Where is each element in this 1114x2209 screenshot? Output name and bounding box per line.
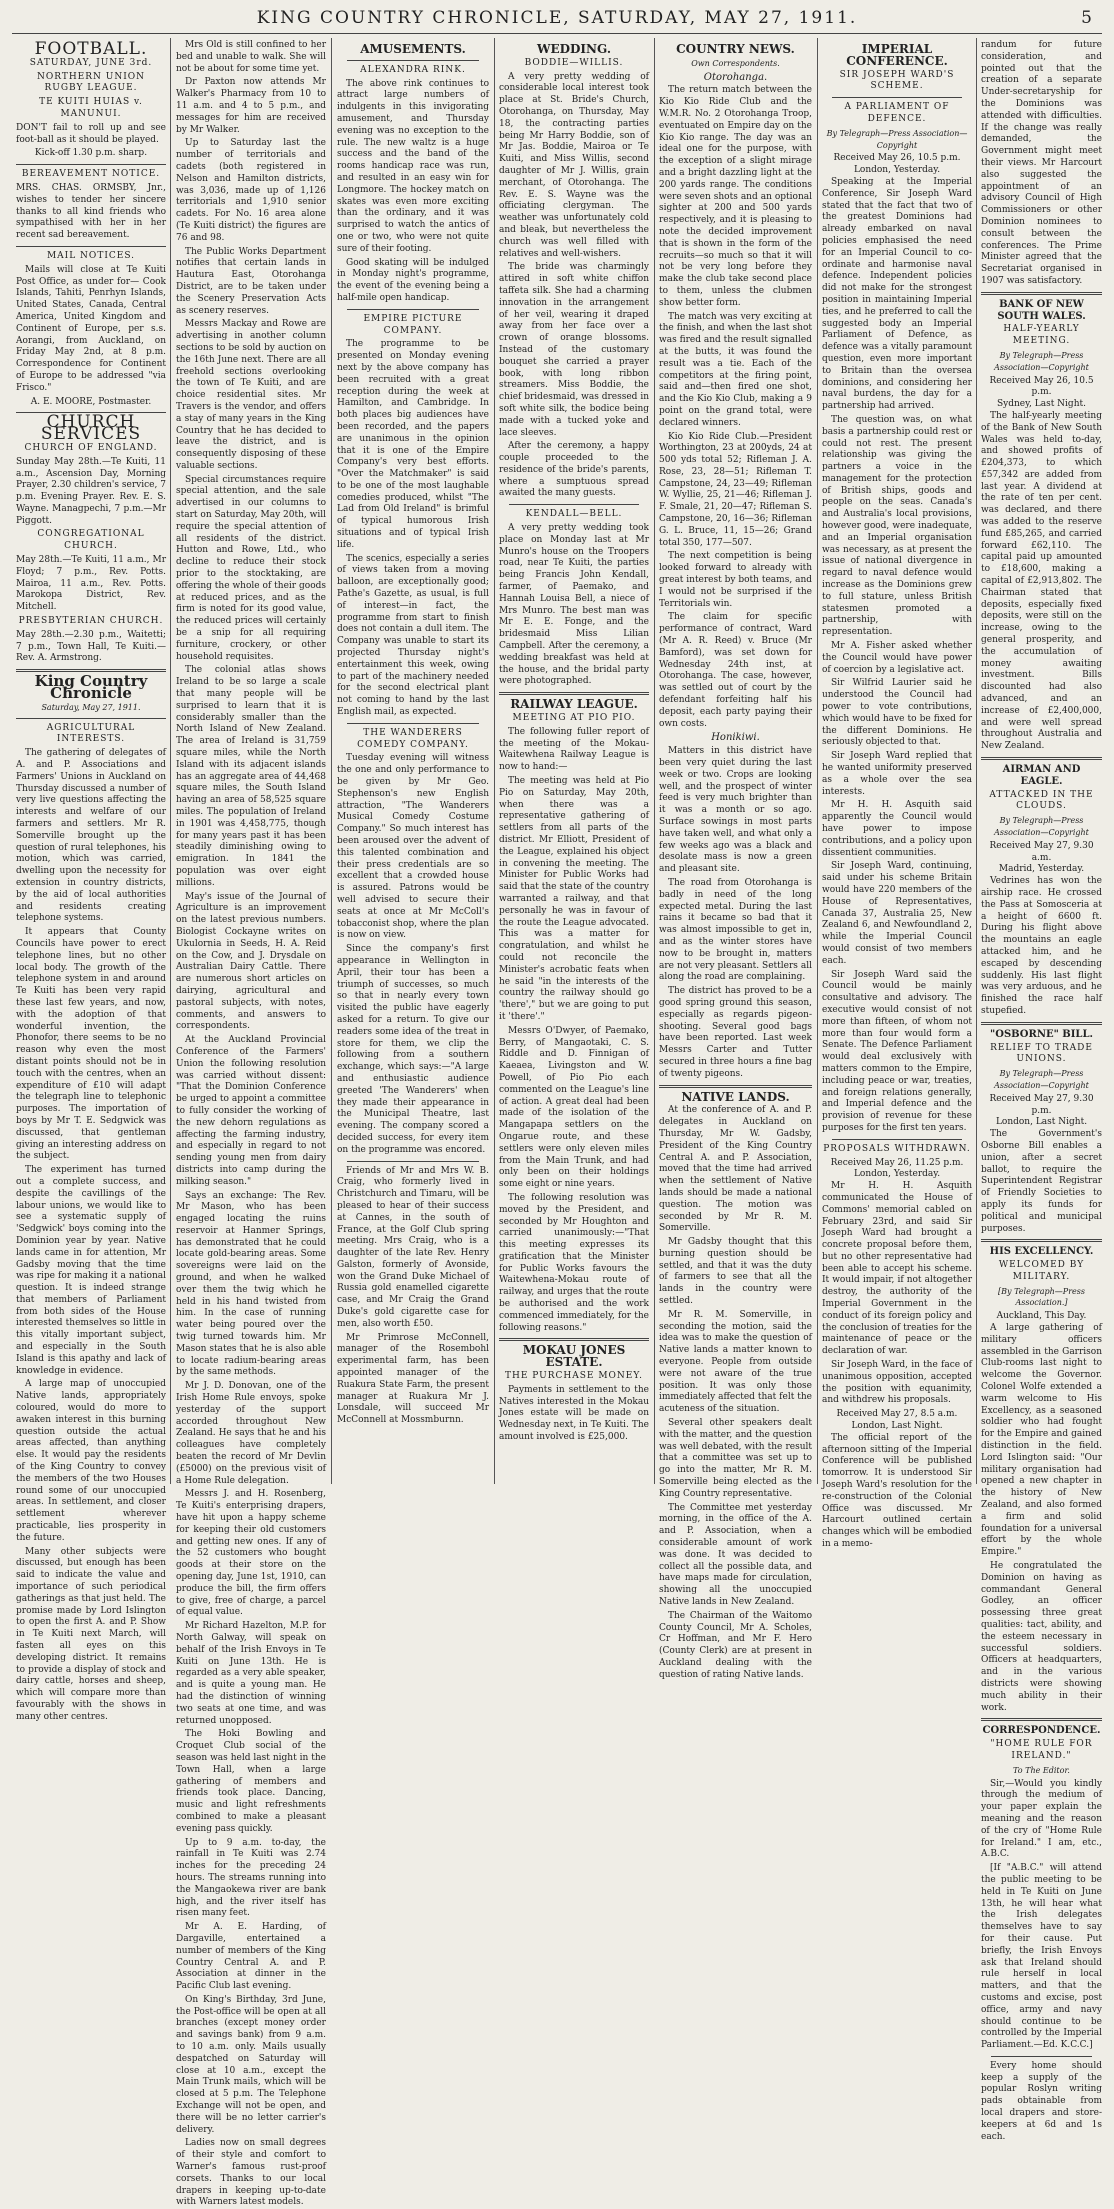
agriculture-paragraph: Many other subjects were discussed, but enough has been said to indicate the value and importance of such periodical gatherings as that just held. The promise made by Lord Islington to open the first A. and P. Show in Te Kuiti next March, will fasten all eyes on this developing district. It remains to provide a display of stock and dairy cattle, horses and sheep, which will compare more than favourably with the shows in many other centres. — [16, 1546, 166, 1722]
divider — [981, 1718, 1102, 1721]
byline: By Telegraph—Press Association—Copyright — [994, 816, 1089, 837]
divider — [16, 164, 166, 165]
football-date: SATURDAY, JUNE 3rd. — [29, 57, 153, 68]
byline: By Telegraph—Press Association—Copyright — [994, 1069, 1089, 1090]
dateline: Sydney, Last Night. — [997, 399, 1086, 410]
native-lands-heading: NATIVE LANDS. — [681, 1089, 790, 1104]
railway-heading: RAILWAY LEAGUE. — [510, 697, 638, 712]
column-2 — [176, 40, 326, 2208]
dateline: Auckland, This Day. — [996, 1311, 1087, 1322]
presbyterian-heading: PRESBYTERIAN CHURCH. — [18, 616, 164, 627]
church-england-heading: CHURCH OF ENGLAND. — [24, 442, 158, 453]
railway-subheading: MEETING AT PIO PIO. — [512, 713, 636, 724]
agriculture-heading: AGRICULTURAL INTERESTS. — [46, 722, 136, 745]
otorohanga-paragraph: The claim for specific performance of contract, Ward (Mr A. R. Reed) v. Bruce (Mr Bamford), was set down for Wednesday 24th inst, at Otorohanga. The case, however, was settled out of court by the defendant forfeiting half his deposit, each party paying their own costs. — [659, 612, 812, 729]
divider — [16, 718, 166, 719]
dateline: London, Yesterday. — [853, 165, 941, 176]
withdrawn-heading: PROPOSALS WITHDRAWN. — [823, 1143, 971, 1154]
divider — [991, 2056, 1092, 2057]
excellency-heading: HIS EXCELLENCY. — [989, 1246, 1094, 1258]
imperial-subheading: SIR JOSEPH WARD'S SCHEME. — [839, 69, 955, 92]
divider — [659, 1085, 812, 1088]
wedding-subheading: BODDIE—WILLIS. — [524, 57, 624, 68]
news-paragraph: Messrs J. and H. Rosenberg, Te Kuiti's enterprising drapers, have hit upon a happy scheme for keeping their old customers and getting new ones. If any of the 52 customers who bought goods at their store on the opening day, June 1st, 1910, can produce the bill, the firm offers to give, free of charge, a parcel of equal value. — [176, 1489, 326, 1618]
column-6 — [822, 40, 972, 1550]
agriculture-paragraph: The gathering of delegates of A. and P. Associations and Farmers' Unions in Auckland on Thursday discussed a number of very live questions affecting the interests and welfare of our farmers and settlers. Mr R. Somerville brought up the question of rural telephones, his motion, which was carried, dwelling upon the necessity for extension in country districts, by the aid of local authorities and residents creating telephone systems. — [16, 748, 166, 924]
bereavement-text: MRS. CHAS. ORMSBY, Jnr., wishes to tender her sincere thanks to all kind friends who sympathised with her in her recent sad bereavement. — [16, 182, 166, 241]
masthead-title: KING COUNTRY CHRONICLE, SATURDAY, MAY 27, 1911. — [256, 8, 858, 28]
divider — [832, 1139, 962, 1140]
bank-subheading: HALF-YEARLY MEETING. — [1003, 324, 1080, 347]
bank-heading: BANK OF NEW SOUTH WALES. — [997, 298, 1086, 322]
news-paragraph: At the Auckland Provincial Conference of the Farmers' Union the following resolution was carried without dissent: "That the Dominion Conference be urged to appoint a committee to fully consider the working of the new dehorn regulations as affecting the farming industry, and especially in regard to not sending young men from dairy districts into camp during the milking season." — [176, 1035, 326, 1187]
news-paragraph: Mr Primrose McConnell, manager of the Rosembohl experimental farm, has been appointed manager of the Ruakura State Farm, the present manager at Ruakura Mr J. Lonsdale, will succeed Mr McConnell at Mossmburnn. — [337, 1332, 489, 1426]
agriculture-paragraph: The experiment has turned out a complete success, and despite the cavillings of the labour unions, we would like to see a systematic supply of 'Sedgwick' boys coming into the Dominion year by year. Native lands came in for attention, Mr Gadsby moving that the time was ripe for making it a national question. It is indeed strange that members of Parliament from both sides of the House interested themselves so little in this vitally important subject, and especially in the South Island is this apathy and lack of knowledge in evidence. — [16, 1165, 166, 1376]
church-heading: CHURCH SERVICES — [40, 412, 142, 445]
news-paragraph: The colonial atlas shows Ireland to be so large a scale that many people will be surprised to learn that it is considerably smaller than the North Island of New Zealand. The area of Ireland is 31,759 square miles, while the North Island with its adjacent islands has an aggregate area of 44,468 square miles, the South Island having an area of 58,525 square miles. The population of Ireland in 1901 was 4,458,775, though for many years past it has been steadily diminishing owing to emigration. In 1841 the population was over eight millions. — [176, 665, 326, 888]
divider — [347, 309, 479, 310]
news-paragraph: Special circumstances require special attention, and the sale advertised in our columns to start on Saturday, May 20th, will require the special attention of all residents of the district. Hutton and Rowe, Ltd., who decline to reduce their stock prior to the stocktaking, are offering the whole of their goods at reduced prices, and as the firm is noted for its good value, the reduced prices will certainly be a snip for all requiring furniture, crockery, or other household requisites. — [176, 474, 326, 662]
divider — [509, 504, 639, 505]
airman-paragraph: Vedrines has won the airship race. He crossed the Pass at Somosceria at a height of 6600 ft. During his flight above the mountains an eagle attacked him, and he escaped by descending suddenly. His last flight was very arduous, and he finished the race half stupefied. — [981, 876, 1102, 1016]
osborne-subheading: RELIEF TO TRADE UNIONS. — [990, 1042, 1093, 1065]
rink-heading: ALEXANDRA RINK. — [360, 64, 466, 75]
wanderers-heading: THE WANDERERS COMEDY COMPANY. — [357, 727, 469, 750]
mokau-paragraph: Payments in settlement to the Natives interested in the Mokau Jones estate will be made on Wednesday next, in Te Kuiti. The amount involved is £25,000. — [499, 1384, 649, 1443]
honikiwi-paragraph: The road from Otorohanga is badly in need of the long expected metal. During the last rains it became so bad that it was almost impossible to get in, and as the winter stores have now to be brought in, matters are not very pleasant. Settlers all along the road are complaining. — [659, 877, 812, 983]
wedding-heading: WEDDING. — [536, 42, 611, 56]
bereavement-heading: BEREAVEMENT NOTICE. — [21, 169, 161, 180]
kendall-heading: KENDALL—BELL. — [525, 509, 623, 520]
honikiwi-paragraph: Matters in this district have been very quiet during the last week or two. Crops are looking well, and the prospect of winter feed is very much brighter than it was a month or so ago. Surface sowings in most parts have taken well, and what only a few weeks ago was a black and desolate mass is now a green and pleasant site. — [659, 746, 812, 875]
byline: By Telegraph—Press Association—Copyright — [826, 128, 968, 150]
picture-paragraph: The programme to be presented on Monday evening next by the above company has been recruited with a great reception during the week at Hamilton, and Cambridge. In both places big audiences have been recorded, and the papers are unanimous in the opinion that it is one of the Empire Company's very best efforts. "Over the Matchmaker" is said to be one of the most laughable comedies produced, whilst "The Lad from Old Ireland" is brimful of typical humorous Irish situations and of typical Irish life. — [337, 339, 489, 550]
picture-paragraph: The scenics, especially a series of views taken from a moving balloon, are exceptionally good; Pathe's Gazette, as usual, is full of interest—in fact, the programme from start to finish does not contain a dull item. The Company was unable to start its projected Thursday night's entertainment this week, owing to part of the machinery needed for the second electrical plant not coming to hand by the last English mail, as expected. — [337, 553, 489, 718]
imperial-paragraph: Sir Joseph Ward replied that he wanted uniformity preserved as a whole over the sea interests. — [822, 751, 972, 797]
column-3 — [337, 40, 489, 1480]
presbyterian-text: May 28th.—2.30 p.m., Waitetti; 7 p.m., Town Hall, Te Kuiti.—Rev. A. Armstrong. — [16, 629, 166, 664]
native-paragraph: Several other speakers dealt with the matter, and the question was well debated, with the result that a committee was set up to go into the matter, Mr R. M. Somerville being elected as the King Country representative. — [659, 1418, 812, 1499]
divider — [981, 1239, 1102, 1242]
imperial-paragraph: Sir Joseph Ward said the Council would be mainly consultative and advisory. The executive would consist of not more than fifteen, of whom not more than four would form a Senate. The Defence Parliament would deal exclusively with matters common to the Empire, including peace or war, treaties, and foreign relations generally, and Imperial defence and the provision of revenue for these purposes for the first ten years. — [822, 969, 972, 1133]
news-paragraph: Mr A. E. Harding, of Dargaville, entertained a number of members of the King Country Central A. and P. Association at dinner in the Pacific Club last evening. — [176, 1922, 326, 1992]
divider — [499, 1338, 649, 1341]
news-paragraph: Friends of Mr and Mrs W. B. Craig, who formerly lived in Christchurch and Timaru, will be pleased to hear of their success at Cannes, in the south of France, at the Golf Club spring meeting. Mrs Craig, who is a daughter of the late Rev. Henry Galston, formerly of Avonside, won the Grand Duke Michael of Russia gold enamelled cigarette case, and Mr Craig the Grand Duke's gold cigarette case for men, also worth £50. — [337, 1165, 489, 1329]
railway-paragraph: The following fuller report of the meeting of the Mokau-Waitewhena Railway League is now to hand:— — [499, 726, 649, 773]
received-line: Received May 26, 10.5 p.m. — [833, 153, 961, 164]
closing-note: Every home should keep a supply of the popular Roslyn writing pads obtainable from local drapers and store-keepers at 6d and 1s each. — [981, 2060, 1102, 2142]
received-line: Received May 26, 10.5 p.m. — [989, 375, 1094, 398]
otorohanga-paragraph: Kio Kio Ride Club.—President Worthington, 23 at 200yds, 24 at 500 yds total 52; Rifleman J. A. Rose, 23, 28—51; Rifleman T. Campstone, 24, 23—49; Rifleman W. Wyllie, 25, 21—46; Rifleman J. F. Smale, 21, 20—47; Rifleman S. Campstone, 20, 16—36; Rifleman G. L. Bruce, 11, 15—26; Grand total 350, 177—507. — [659, 431, 812, 548]
country-news-heading: COUNTRY NEWS. — [676, 42, 795, 56]
received-line: Received May 26, 11.25 p.m. — [830, 1157, 964, 1168]
congregational-heading: CONGREGATIONAL CHURCH. — [37, 529, 145, 552]
letter-paragraph: [If "A.B.C." will attend the public meeting to be held in Te Kuiti on June 13th, he will hear what the Irish delegates themselves have to say for their cause. Put briefly, the Irish Envoys ask that Ireland should rule herself in local matters, and that the customs and excise, post office, army and navy should continue to be controlled by the Imperial Parliament.—Ed. K.C.C.] — [981, 1863, 1102, 2051]
country-news-sub: Own Correspondents. — [691, 58, 780, 68]
wedding-paragraph: The bride was charmingly attired in soft white chiffon taffeta silk. She had a charming innovation in the arrangement of her veil, wearing it draped away from her face over a crown of orange blossoms. Instead of the customary bouquet she carried a prayer book, with long ribbon streamers. Miss Boddie, the chief bridesmaid, was dressed in soft white silk, the bodice being made with a tucked yoke and lace sleeves. — [499, 262, 649, 438]
rink-paragraph: Good skating will be indulged in Monday night's programme, the event of the evening being a half-mile open handicap. — [337, 257, 489, 303]
received-line: Received May 27, 9.30 p.m. — [989, 1093, 1094, 1116]
column-7 — [981, 40, 1102, 2142]
column-rule — [654, 38, 655, 1484]
news-paragraph: The Hoki Bowling and Croquet Club social of the season was held last night in the Town Hall, when a large gathering of members and friends took place. Dancing, music and light refreshments combined to make a pleasant evening pass quickly. — [176, 1729, 326, 1834]
otorohanga-paragraph: The next competition is being looked forward to already with great interest by both teams, and I would not be surprised if the Territorials win. — [659, 551, 812, 609]
mokau-subheading: THE PURCHASE MONEY. — [504, 1371, 644, 1382]
otorohanga-heading: Otorohanga. — [703, 71, 768, 83]
dateline: Madrid, Yesterday. — [998, 864, 1085, 875]
masthead — [0, 0, 1114, 34]
mail-signature: A. E. MOORE, Postmaster. — [30, 396, 152, 407]
news-paragraph: Mrs Old is still confined to her bed and unable to walk. She will not be about for some time yet. — [176, 40, 326, 74]
news-paragraph: On King's Birthday, 3rd June, the Post-office will be open at all branches (except money order and savings bank) from 9 a.m. to 10 a.m. only. Mails usually despatched on Saturday will close at 10 a.m., except the Main Trunk mails, which will be closed at 5 p.m. The Telephone Exchange will not be open, and there will be no letter carrier's delivery. — [176, 1994, 326, 2135]
correspondence-heading: CORRESPONDENCE. — [982, 1725, 1101, 1737]
divider — [499, 692, 649, 695]
church-england-text: Sunday May 28th.—Te Kuiti, 11 a.m., Ascension Day, Morning Prayer, 2.30 children's service, 7 p.m. Evening Prayer. Rev. E. S. Wayne. Managpechi, 7 p.m.—Mr Piggott. — [16, 456, 166, 526]
native-paragraph: The Committee met yesterday morning, in the office of the A. and P. Association, when a considerable amount of work was done. It was decided to collect all the possible data, and have maps made for circulation, showing all the unoccupied Native lands in New Zealand. — [659, 1502, 812, 1607]
column-5 — [659, 40, 812, 1680]
picture-heading: EMPIRE PICTURE COMPANY. — [363, 313, 463, 336]
continued-paragraph: randum for future consideration, and pointed out that the creation of a separate Under-secretaryship for the Dominions was attended with difficulties. If the change was really demanded, the Government might meet their views. Mr Harcourt also suggested the appointment of an advisory Council of High Commissioners or other Dominion nominees to consult between the conferences. The Prime Minister agreed that the Secretariat organised in 1907 was satisfactory. — [981, 40, 1102, 286]
news-paragraph: Up to 9 a.m. to-day, the rainfall in Te Kuiti was 2.74 inches for the preceding 24 hours. The streams running into the Mangaokewa river are bank high, and the river itself has risen many feet. — [176, 1837, 326, 1919]
mail-heading: MAIL NOTICES. — [46, 250, 136, 261]
column-4 — [499, 40, 649, 1480]
osborne-heading: "OSBORNE" BILL. — [990, 1028, 1093, 1040]
football-match: TE KUITI HUIAS v. MANUNUI. — [39, 97, 143, 119]
divider — [347, 723, 479, 724]
imperial-paragraph: Mr H. H. Asquith said apparently the Council would have power to impose contributions, and a policy upon dissentient communities. — [822, 800, 972, 858]
wedding-paragraph: After the ceremony, a happy couple proceeded to the residence of the bride's parents, where a sumptuous spread awaited the many guests. — [499, 441, 649, 499]
paper-title: King Country Chronicle — [34, 672, 148, 703]
paper-date: Saturday, May 27, 1911. — [41, 702, 141, 712]
news-paragraph: Ladies now on small degrees of their style and comfort to Warner's famous rust-proof corsets. Thanks to our local drapers in keeping up-to-date with Warners latest models. — [176, 2138, 326, 2208]
divider — [832, 97, 962, 98]
divider — [347, 60, 479, 61]
masthead-rule — [12, 33, 1102, 34]
imperial-paragraph: The question was, on what basis a partnership could rest or could not rest. The present relationship was giving the partners a voice in the management for the protection of British ships, goods and people on the seas. Canada's and Australia's local provisions, however good, were inadequate, and an Imperial organisation was necessary, as at present the issue of national divergence in regard to naval defence would increase as the Dominions grew to full stature, unless British statesmen promoted a partnership, with representation. — [822, 414, 972, 638]
imperial-paragraph: Mr A. Fisher asked whether the Council would have power of coercion by a legislative act. — [822, 641, 972, 675]
railway-paragraph: The following resolution was moved by the President, and seconded by Mr Houghton and carried unanimously:—"That this meeting expresses its gratification that the Minister for Public Works favours the Waitewhena-Mokau route of railway, and urges that the route be authorised and the work commenced immediately, for the following reasons." — [499, 1192, 649, 1333]
news-paragraph: May's issue of the Journal of Agriculture is an improvement on the latest previous numbers. Biologist Cockayne writes on Ukulornia in Seeds, H. A. Reid on the Cow, and J. Drysdale on Australian Dairy Cattle. There are numerous short articles on dairying, agricultural and pastoral subjects, with notes, comments, and answers to correspondents. — [176, 891, 326, 1032]
excellency-paragraph: A large gathering of military officers assembled in the Garrison Club-rooms last night to welcome the Governor. Colonel Wolfe extended a warm welcome to His Excellency, as a seasoned soldier who had fought for the Empire and gained distinction in the field. Lord Islington said: "Our military organisation had opened a new chapter in the history of New Zealand, and also formed a firm and solid foundation for a universal effort by the whole Empire." — [981, 1323, 1102, 1558]
imperial-paragraph: Speaking at the Imperial Conference, Sir Joseph Ward stated that the fact that two of the greatest Dominions had already embarked on naval policies emphasised the need for an Imperial Council to co-ordinate and harmonise naval defence. Independent policies did not make for the strongest position in maintaining Imperial ties, and he preferred to call the suggested body an Imperial Parliament of Defence, as defence was a vitally paramount question, even more important to Britain than the oversea dominions, and considering her naval burdens, the day for a partnership had arrived. — [822, 176, 972, 412]
football-kickoff: Kick-off 1.30 p.m. sharp. — [34, 148, 148, 159]
column-rule — [976, 38, 977, 1484]
wanderers-paragraph: Since the company's first appearance in Wellington in April, their tour has been a triumph of successes, so much so that in nearly every town visited the public have eagerly asked for a return. To give our readers some idea of the treat in store for them, we clip the following from a southern exchange, which says:—"A large and enthusiastic audience greeted 'The Wanderers' when they made their appearance in the Municipal Theatre, last evening. The company scored a decided success, for every item on the programme was encored. — [337, 944, 489, 1155]
native-paragraph: Mr Gadsby thought that this burning question should be settled, and that it was the duty of farmers to see that all the lands in the country were settled. — [659, 1237, 812, 1307]
imperial-subheading-2: A PARLIAMENT OF DEFENCE. — [844, 102, 950, 124]
withdrawn-paragraph: Mr H. H. Asquith communicated the House of Commons' memorial cabled on February 23rd, and said Sir Joseph Ward had brought a concrete proposal before them, but no other representative had been able to accept his scheme. It would impair, if not altogether destroy, the authority of the Imperial Government in the conduct of its foreign policy and the conclusion of treaties for the maintenance of peace or the declaration of war. — [822, 1181, 972, 1357]
kendall-paragraph: A very pretty wedding took place on Monday last at Mr Munro's house on the Troopers road, near Te Kuiti, the parties being Francis John Kendall, farmer, of Paemako, and Hannah Louisa Bell, a niece of Mrs Munro. The best man was Mr E. E. Fonge, and the bridesmaid Miss Lilian Campbell. After the ceremony, a wedding breakfast was held at the house, and the bridal party were photographed. — [499, 523, 649, 687]
football-heading: FOOTBALL. — [34, 39, 148, 59]
osborne-paragraph: The Government's Osborne Bill enables a union, after a secret ballot, to require the Superintendent Registrar of Friendly Societies to apply its funds for political and municipal purposes. — [981, 1129, 1102, 1234]
withdrawn-paragraph: Sir Joseph Ward, in the face of unanimous opposition, accepted the position with equanimity, and withdrew his proposals. — [822, 1360, 972, 1406]
column-rule — [494, 38, 495, 1484]
football-league: NORTHERN UNION RUGBY LEAGUE. — [36, 71, 146, 94]
excellency-paragraph: He congratulated the Dominion on having as commandant General Godley, an officer possessing three great qualities: tact, ability, and the esteem necessary in successful soldiers. Officers at headquarters, and in the various districts were showing much ability in their work. — [981, 1561, 1102, 1713]
railway-paragraph: Messrs O'Dwyer, of Paemako, Berry, of Mangaotaki, C. S. Riddle and D. Finnigan of Kaeaea, Livingston and W. Powell, of Pio Pio each commented on the League's line of action. A great deal had been made of the isolation of the Mangapapa settlers on the Ongarue route, and these settlers were only eleven miles from the Main Trunk, and had only been on their holdings some eight or nine years. — [499, 1025, 649, 1190]
imperial-heading: IMPERIAL CONFERENCE. — [846, 42, 948, 68]
letter-paragraph: Sir,—Would you kindly through the medium of your paper explain the meaning and the reason of the cry of "Home Rule for Ireland." I am, etc., A.B.C. — [981, 1778, 1102, 1860]
mokau-heading: MOKAU JONES ESTATE. — [522, 1343, 626, 1370]
news-paragraph: Dr Paxton now attends Mr Walker's Pharmacy from 10 to 11 a.m. and 4 to 5 p.m., and messages for him are received by Mr Walker. — [176, 77, 326, 135]
page-number: 5 — [1081, 8, 1092, 28]
native-paragraph: The Chairman of the Waitomo County Council, Mr A. Scholes, Cr Hoffman, and Mr F. Hero (County Clerk) are at present in Auckland dealing with the question of rating Native lands. — [659, 1610, 812, 1680]
dateline: London, Last Night. — [995, 1117, 1088, 1128]
received-line: Received May 27, 9.30 a.m. — [989, 840, 1094, 863]
agriculture-paragraph: It appears that County Councils have power to erect telephone lines, but no other local body. The growth of the telephone system in and around Te Kuiti has been very rapid these last few years, and now, with the adoption of that wonderful invention, the Phonofor, there seems to be no reason why even the most distant points should not be in touch with the centres, when an expenditure of £10 will adapt the telegraph line to telephonic purposes. The importation of boys by Mr T. E. Sedgwick was discussed, that gentleman giving an interesting address on the subject. — [16, 927, 166, 1162]
railway-paragraph: The meeting was held at Pio Pio on Saturday, May 20th, when there was a representative gathering of settlers from all parts of the district. Mr Elliott, President of the League, explained his object in convening the meeting. The Minister for Public Works had said that the state of the country warranted a railway, and that personally he was in favour of the route the League advocated. This was a matter for congratulation, and whilst he could not reconcile the Minister's acrobatic feats when he said "in the interests of the country the railway should go 'there'," but we are going to put it 'there'." — [499, 776, 650, 1022]
divider — [981, 1022, 1102, 1025]
congregational-text: May 28th.—Te Kuiti, 11 a.m., Mr Floyd; 7 p.m., Rev. Potts. Mairoa, 11 a.m., Rev. Potts. Marokopa District, Rev. Mitchell. — [16, 555, 166, 613]
column-1 — [16, 39, 166, 1722]
letter-heading: "HOME RULE FOR IRELAND." — [990, 1739, 1093, 1761]
rink-paragraph: The above rink continues to attract large numbers of indulgents in this invigorating amusement, and Thursday evening was no exception to the rule. The new waltz is a huge success and the band of the rooms handicap race was run, and resulted in an easy win for Longmore. The hockey match on skates was even more exciting than the ordinary, and it was surprised to watch the antics of one or two, who were not quite sure of their footing. — [337, 78, 489, 254]
news-paragraph: The Public Works Department notifies that certain lands in Hautura East, Otorohanga District, are to be taken under the Scenery Preservation Acts as scenery reserves. — [176, 246, 326, 316]
bank-paragraph: The half-yearly meeting of the Bank of New South Wales was held to-day, and showed profits of £204,373, to which £57,342 are added from last year. A dividend at the rate of ten per cent. was declared, and there was added to the reserve fund £85,265, and carried forward £62,110. The capital paid up amounted to £18,600, making a capital of £2,913,802. The Chairman stated that deposits, especially fixed deposits, were still on the increase, owing to the general prosperity, and the accumulation of money awaiting investment. Bills discounted had also advanced, and an increase of £2,400,000, and were well spread throughout Australia and New Zealand. — [981, 410, 1102, 752]
imperial-paragraph: Sir Joseph Ward, continuing, said under his scheme Britain would have 220 members of the House of Representatives, Canada 37, Australia 25, New Zealand 6, and Newfoundland 2, while the Imperial Council would consist of two members each. — [822, 861, 972, 966]
excellency-subheading: WELCOMED BY MILITARY. — [998, 1260, 1085, 1282]
native-paragraph: Mr R. M. Somerville, in seconding the motion, said the idea was to make the question of Native lands a matter known to everyone. People from outside were not aware of the true position. It was only those immediately affected that felt the acuteness of the situation. — [659, 1309, 812, 1415]
amusements-heading: AMUSEMENTS. — [360, 42, 466, 56]
native-paragraph: At the conference of A. and P. delegates in Auckland on Thursday, Mr W. Gadsby, President of the King Country Central A. and P. Association, moved that the time had arrived when the settlement of Native lands should be made a national question. The motion was seconded by Mr R. M. Somerville. — [659, 1105, 812, 1234]
column-rule — [170, 38, 171, 1484]
honikiwi-heading: Honikiwi. — [711, 732, 760, 744]
divider — [16, 246, 166, 247]
news-paragraph: Mr Richard Hazelton, M.P. for North Galway, will speak on behalf of the Irish Envoys in Te Kuiti on June 13th. He is regarded as a very able speaker, and is quite a young man. He had the distinction of winning two seats at one time, and was returned unopposed. — [176, 1621, 326, 1726]
letter-to: To The Editor. — [1013, 1765, 1070, 1775]
agriculture-paragraph: A large map of unoccupied Native lands, appropriately coloured, would do more to awaken interest in this burning question outside the actual areas affected, than anything else. It would pay the residents of the King Country to convey the members of the two Houses round some of our unoccupied areas. In settlement, and closer settlement wherever practicable, lies prosperity in the future. — [16, 1379, 166, 1543]
football-notice: DON'T fail to roll up and see foot-ball as it should be played. — [16, 122, 166, 145]
news-paragraph: Mr J. D. Donovan, one of the Irish Home Rule envoys, spoke yesterday of the support accorded throughout New Zealand. He says that he and his colleagues have completely beaten the record of Mr Devlin (£5000) on the previous visit of a Home Rule delegation. — [176, 1381, 326, 1486]
news-paragraph: Says an exchange: The Rev. Mr Mason, who has been engaged locating the ruins reservoir at Hanmer Springs, has demonstrated that he could locate gold-bearing areas. Some sovereigns were laid on the ground, and when he walked over them the twig which he held in his hand twisted from him. In the case of running water being poured over the twig turned towards him. Mr Mason states that he is also able to locate radium-bearing areas by the same methods. — [176, 1190, 326, 1378]
mail-text: Mails will close at Te Kuiti Post Office, as under for— Cook Islands, Tahiti, Penrhyn Islands, United States, Canada, Central America, United Kingdom and Continent of Europe, per s.s. Aorangi, from Auckland, on Friday May 2nd, at 8 p.m. Correspondence for Continent of Europe to be addressed "via Frisco." — [16, 264, 166, 393]
column-rule — [331, 38, 332, 1484]
byline: By Telegraph—Press Association—Copyright — [994, 350, 1089, 372]
wanderers-paragraph: Tuesday evening will witness the one and only performance to be given by Mr Geo. Stephenson's new English attraction, "The Wanderers Musical Comedy Costume Company." So much interest has been aroused over the advent of this talented combination and their press credentials are so excellent that a crowded house is assured. Patrons would be well advised to secure their seats at once at Mr McColl's tobacconist shop, where the plan is now on view. — [337, 753, 489, 941]
news-paragraph: Up to Saturday last the number of territorials and cadets (both registered in Nelson and Hamilton districts, was 3,036, made up of 1,126 territorials and 1,910 senior cadets. For No. 16 area alone (Te Kuiti district) the figures are 76 and 98. — [176, 138, 326, 243]
otorohanga-paragraph: The match was very exciting at the finish, and when the last shot was fired and the result signalled at the butts, it was found the result was a tie. Each of the competitors at the firing point, said and—then fired one shot, and the Kio Kio Club, making a 9 point on the grand total, were declared winners. — [659, 311, 812, 428]
otorohanga-paragraph: The return match between the Kio Kio Ride Club and the W.M.R. No. 2 Otorohanga Troop, eventuated on Empire day on the Kio Kio range. The day was an ideal one for the purpose, with the exception of a slight mirage and a bright dazzling light at the 200 yards range. The conditions were seven shots and an optional sighter at 200 and 500 yards respectively, and it is pleasing to note the decided improvement that is shown in the form of the recruits—so much so that it will not be very long before they make the club take second place to them, unless the clubmen show better form. — [659, 85, 812, 308]
dateline: London, Last Night. — [851, 1421, 943, 1432]
airman-subheading: ATTACKED IN THE CLOUDS. — [989, 789, 1094, 812]
imperial-paragraph: Sir Wilfrid Laurier said he understood the Council had power to vote contributions, which would have to be fixed for the different Dominions. He seriously objected to that. — [822, 678, 972, 748]
news-paragraph: Messrs Mackay and Rowe are advertising in another column sections to be sold by auction on the 16th June next. There are all freehold sections overlooking the town of Te Kuiti, and are choice residential sites. Mr Travers is the vendor, and offers a stay of many years in the King Country that he has decided to leave the district, and is consequently disposing of these valuable sections. — [176, 319, 326, 471]
airman-heading: AIRMAN AND EAGLE. — [1002, 764, 1081, 787]
divider — [347, 1161, 479, 1162]
closing-paragraph: The official report of the afternoon sitting of the Imperial Conference will be published tomorrow. It is understood Sir Joseph Ward's resolution for the re-construction of the Colonial Office was discussed. Mr Harcourt outlined certain changes which will be embodied in a memo- — [822, 1432, 972, 1550]
dateline: London, Yesterday. — [853, 1169, 941, 1180]
column-rule — [817, 38, 818, 1484]
divider — [981, 757, 1102, 760]
honikiwi-paragraph: The district has proved to be a good spring ground this season, especially as regards pigeon-shooting. Several good bags have been reported. Last week Messrs Carter and Tutter secured in three hours a fine bag of twenty pigeons. — [659, 986, 812, 1079]
wedding-paragraph: A very pretty wedding of considerable local interest took place at St. Bride's Church, Otorohanga, on Thursday, May 18, the contracting parties being Mr Harry Boddie, son of Mr Jas. Boddie, Mairoa or Te Kuiti, and Miss Willis, second daughter of Mr J. Willis, grain merchant, of Otorohanga. The Rev. E. S. Wayne was the officiating clergyman. The weather was unfortunately cold and bleak, but nevertheless the church was well filled with relatives and well-wishers. — [499, 71, 649, 259]
divider — [981, 292, 1102, 295]
received-line: Received May 27, 8.5 a.m. — [836, 1409, 958, 1420]
byline: [By Telegraph—Press Association.] — [998, 1286, 1085, 1308]
